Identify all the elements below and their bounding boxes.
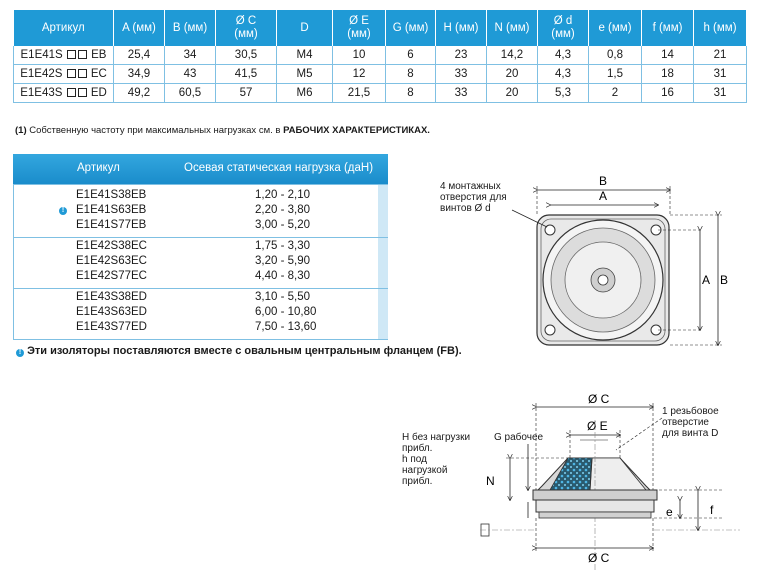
table-cell: 57 [216,84,277,103]
list-item: E1E41S77EB 3,00 - 5,20 [76,219,310,231]
info-bullet-icon: ! [16,349,24,357]
dim-c-bottom-label: Ø C [588,551,610,565]
table-cell: 23 [436,46,487,65]
article-cell: E1E43S ED [14,84,114,103]
dim-e-small-label: e [666,505,673,519]
load-group [13,288,388,339]
article-cell: E1E41S EB [14,46,114,65]
table-cell: 1,5 [589,65,642,84]
table-cell: 6 [386,46,436,65]
table-cell: 5,3 [538,84,589,103]
table-cell: 18 [642,65,694,84]
flange-note [16,345,462,357]
list-item: ! E1E41S63EB 2,20 - 3,80 [14,204,388,219]
header-load: Осевая статическая нагрузка (даН) [184,162,374,174]
header-article: Артикул [77,162,120,174]
list-item: E1E43S77ED 7,50 - 13,60 [76,321,317,333]
load-group [13,237,388,288]
table-cell: 20 [487,84,538,103]
table-cell: 0,8 [589,46,642,65]
table-cell: 31 [694,65,747,84]
list-item: E1E42S77EC 4,40 - 8,30 [76,270,310,282]
side-view-drawing [440,390,758,586]
table-cell: M4 [277,46,333,65]
table-cell: 14 [642,46,694,65]
table-cell: 34,9 [114,65,165,84]
list-item: E1E42S63EC 3,20 - 5,90 [76,255,310,267]
table-cell: 20 [487,65,538,84]
flange-note-text: Эти изоляторы поставляются вместе с овальным центральным фланцем (FB). [27,345,462,357]
header-d: D [277,10,333,46]
article-cell: E1E42S EC [14,65,114,84]
header-article: Артикул [14,10,114,46]
table-cell: 16 [642,84,694,103]
dim-a-side-label: A [702,273,711,287]
table-cell: 12 [333,65,386,84]
frequency-note [15,125,430,136]
dim-c-top-label: Ø C [588,392,610,406]
table-cell: 33 [436,84,487,103]
list-item: E1E43S38ED 3,10 - 5,50 [76,291,310,303]
table-row [14,84,747,103]
table-cell: 41,5 [216,65,277,84]
dim-f-label: f [710,503,714,517]
dim-a-label: A [599,189,608,203]
header-a: A (мм) [114,10,165,46]
header-h-small: h (мм) [694,10,747,46]
header-e: Ø E (мм) [333,10,386,46]
dim-e-label: Ø E [587,419,608,433]
table-cell: 60,5 [165,84,216,103]
table-cell: 10 [333,46,386,65]
list-item: E1E41S38EB 1,20 - 2,10 [76,189,310,201]
thread-hole-label: 1 резьбовое отверстие для винта D [662,406,719,439]
center-hole [598,275,608,285]
load-table [13,154,388,340]
list-item: E1E42S38EC 1,75 - 3,30 [76,240,310,252]
table-cell: 43 [165,65,216,84]
header-g: G (мм) [386,10,436,46]
header-d-hole: Ø d (мм) [538,10,589,46]
table-cell: 4,3 [538,65,589,84]
header-e-small: e (мм) [589,10,642,46]
dim-b-label: B [599,174,608,188]
table-cell: M5 [277,65,333,84]
table-cell: 49,2 [114,84,165,103]
g-working-label: G рабочее [494,432,544,443]
table-cell: 21 [694,46,747,65]
mount-holes-label: 4 монтажных отверстия для винтов Ø d [440,181,507,214]
note-marker: (1) [15,125,27,136]
table-cell: 2 [589,84,642,103]
dimension-table [13,10,747,103]
mount-hole [545,325,555,335]
table-cell: 25,4 [114,46,165,65]
top-view-drawing [400,160,758,360]
table-row [14,46,747,65]
load-table-header [13,154,388,184]
table-cell: 34 [165,46,216,65]
list-item: E1E43S63ED 6,00 - 10,80 [76,306,317,318]
height-label: H без нагрузки прибл. h под нагрузкой прибл. [402,432,471,487]
table-cell: 21,5 [333,84,386,103]
dim-n-label: N [486,474,495,488]
side-base-plate [533,490,657,500]
header-c: Ø C (мм) [216,10,277,46]
dim-b-side-label: B [720,273,729,287]
table-cell: 31 [694,84,747,103]
note-reference: РАБОЧИХ ХАРАКТЕРИСТИКАХ. [283,125,430,136]
header-b: B (мм) [165,10,216,46]
load-group [13,184,388,237]
table-cell: 8 [386,65,436,84]
table-cell: 8 [386,84,436,103]
table-cell: 33 [436,65,487,84]
table-cell: 14,2 [487,46,538,65]
note-text: Собственную частоту при максимальных нагрузках см. в [29,125,281,136]
table-row [14,65,747,84]
table-cell: 4,3 [538,46,589,65]
header-h: H (мм) [436,10,487,46]
header-n: N (мм) [487,10,538,46]
info-bullet-icon: ! [59,207,67,215]
header-f: f (мм) [642,10,694,46]
dimension-header-row [14,10,747,46]
table-cell: 30,5 [216,46,277,65]
table-cell: M6 [277,84,333,103]
